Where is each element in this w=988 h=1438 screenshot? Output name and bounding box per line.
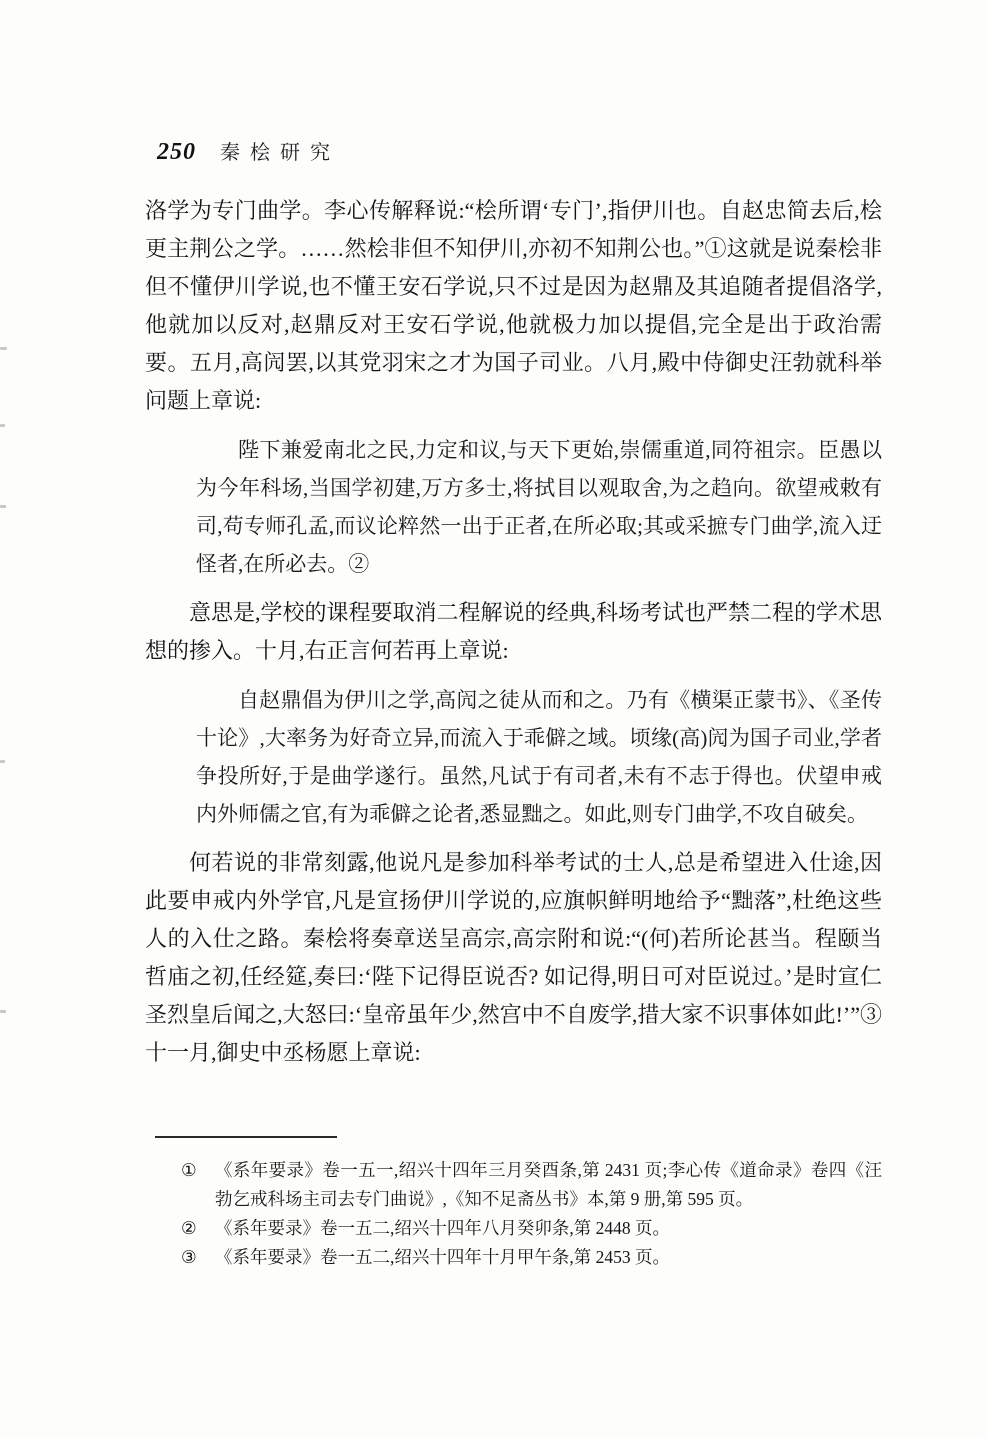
footnote-item bbox=[181, 1243, 882, 1272]
footnote-marker: ③ bbox=[181, 1247, 197, 1267]
scan-artifact bbox=[0, 1010, 6, 1013]
paragraph: 意思是,学校的课程要取消二程解说的经典,科场考试也严禁二程的学术思想的掺入。十月,右正言何若再上章说: bbox=[145, 600, 883, 663]
footnote-divider bbox=[155, 1136, 337, 1138]
page-number: 250 bbox=[157, 139, 196, 165]
footnote-marker: ① bbox=[181, 1160, 197, 1180]
footnote-item bbox=[181, 1214, 882, 1243]
scan-artifact bbox=[0, 505, 6, 508]
paragraph: 何若说的非常刻露,他说凡是参加科举考试的士人,总是希望进入仕途,因此要申戒内外学官,凡是宣扬伊川学说的,应旗帜鲜明地给予“黜落”,杜绝这些人的入仕之路。秦桧将奏章送呈高宗,高宗附和说:“(何)若所论甚当。程颐当哲庙之初,任经筵,奏曰:‘陛下记得臣说否? 如记得,明日可对臣说过。’是时宣仁圣烈皇后闻之,大怒曰:‘皇帝虽年少,然宫中不自废学,措大家不识事体如此!’”③十一月,御史中丞杨愿上章说: bbox=[145, 850, 882, 1065]
block-quote-memorial-wangbo: 陛下兼爱南北之民,力定和议,与天下更始,崇儒重道,同符祖宗。臣愚以为今年科场,当国学初建,万方多士,将拭目以观取舍,为之趋向。欲望戒敕有司,苟专师孔孟,而议论粹然一出于正者,在所必取;其或采摭专门曲学,流入迂怪者,在所必去。② bbox=[196, 438, 882, 576]
footnote-marker: ② bbox=[181, 1218, 197, 1238]
scan-artifact bbox=[0, 347, 7, 350]
scan-artifact bbox=[0, 424, 5, 427]
footnote-section bbox=[145, 1136, 882, 1272]
body-text bbox=[145, 192, 882, 1072]
footnote-text: 《系年要录》卷一五二,绍兴十四年十月甲午条,第 2453 页。 bbox=[215, 1247, 670, 1267]
footnote-item bbox=[181, 1156, 882, 1214]
scan-artifact bbox=[0, 760, 5, 763]
paragraph: 洛学为专门曲学。李心传解释说:“桧所谓‘专门’,指伊川也。自赵忠简去后,桧更主荆公之学。……然桧非但不知伊川,亦初不知荆公也。”①这就是说秦桧非但不懂伊川学说,也不懂王安石学说,只不过是因为赵鼎及其追随者提倡洛学,他就加以反对,赵鼎反对王安石学说,他就极力加以提倡,完全是出于政治需要。五月,高闶罢,以其党羽宋之才为国子司业。八月,殿中侍御史汪勃就科举问题上章说: bbox=[145, 198, 882, 413]
footnote-text: 《系年要录》卷一五二,绍兴十四年八月癸卯条,第 2448 页。 bbox=[215, 1218, 670, 1238]
footnote-text: 《系年要录》卷一五一,绍兴十四年三月癸酉条,第 2431 页;李心传《道命录》卷四《汪勃乞戒科场主司去专门曲说》,《知不足斋丛书》本,第 9 册,第 595 页。 bbox=[215, 1160, 882, 1209]
block-quote-memorial-heruo: 自赵鼎倡为伊川之学,高闶之徒从而和之。乃有《横渠正蒙书》、《圣传十论》,大率务为好奇立异,而流入于乖僻之域。顷缘(高)闶为国子司业,学者争投所好,于是曲学遂行。虽然,凡试于有司者,未有不志于得也。伏望申戒内外师儒之官,有为乖僻之论者,悉显黜之。如此,则专门曲学,不攻自破矣。 bbox=[196, 688, 882, 826]
running-head bbox=[157, 136, 340, 166]
book-title: 秦桧研究 bbox=[220, 142, 340, 164]
